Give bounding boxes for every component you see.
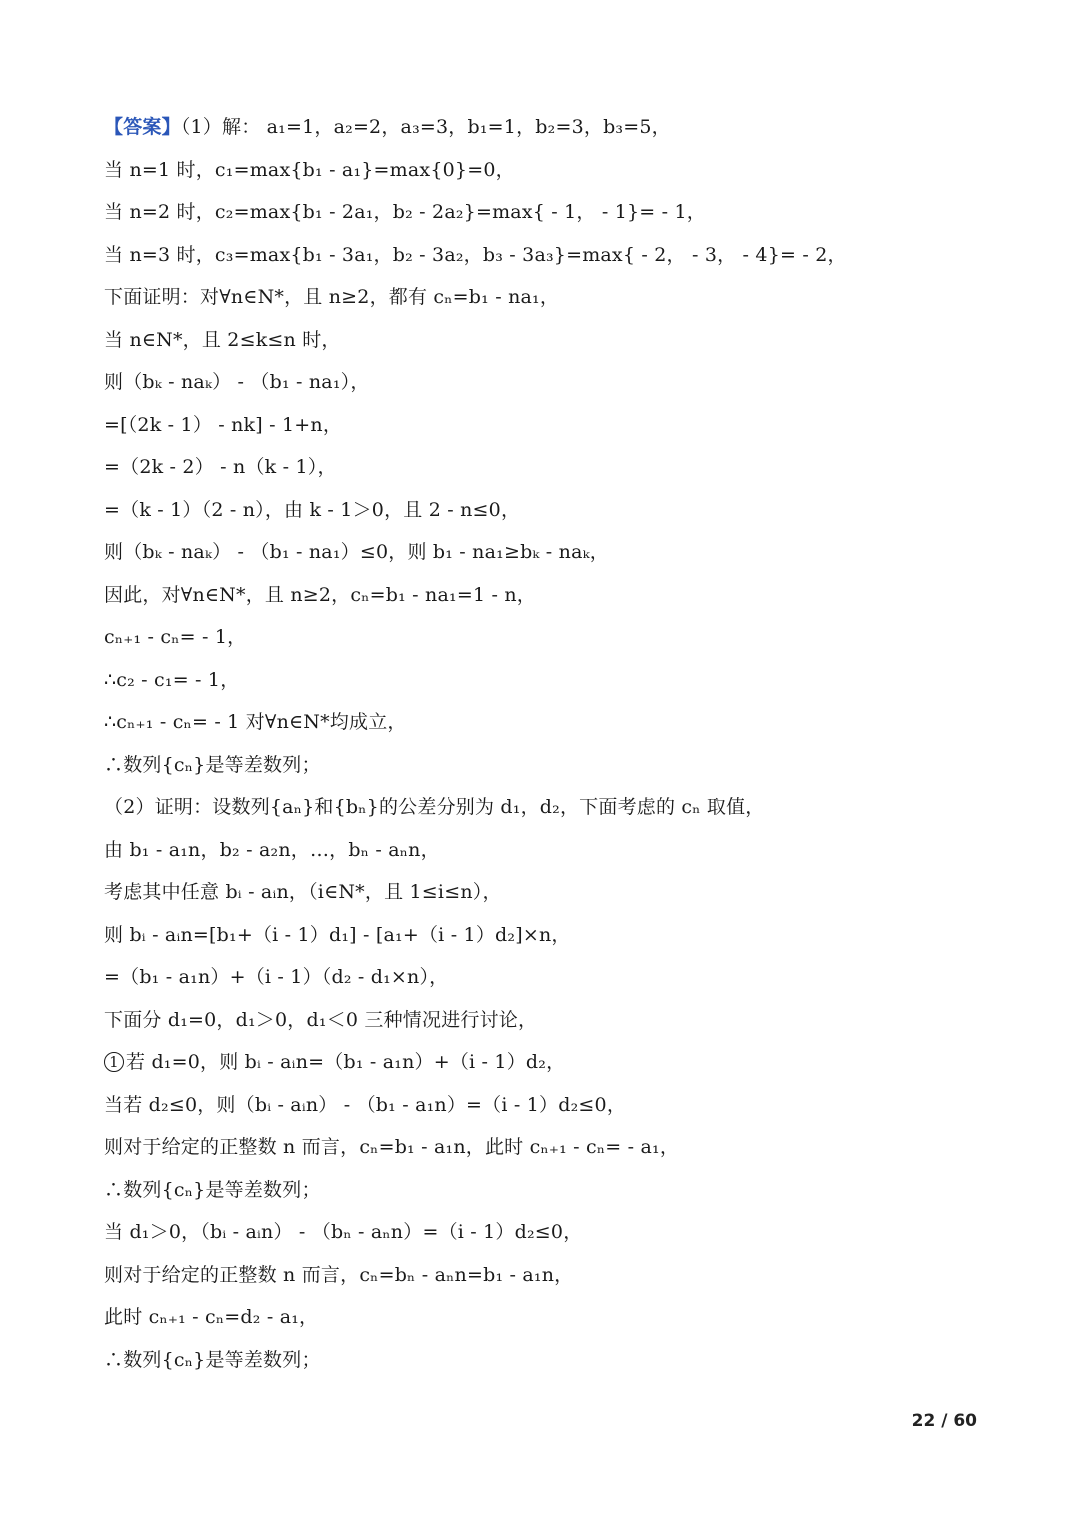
solution-line: 下面分 d₁=0，d₁＞0，d₁＜0 三种情况进行讨论，	[104, 1008, 538, 1031]
solution-line: =（2k - 2） - n（k - 1），	[104, 456, 337, 478]
solution-line: 当 n=1 时，c₁=max{b₁ - a₁}=max{0}=0，	[104, 158, 515, 181]
solution-line: 当 n=3 时，c₃=max{b₁ - 3a₁，b₂ - 3a₂，b₃ - 3a₃}=max{ - 2， - 3， - 4}= - 2，	[104, 243, 847, 266]
solution-line: ∴数列{cₙ}是等差数列；	[104, 1178, 321, 1201]
solution-line: 则 bᵢ - aᵢn=[b₁+（i - 1）d₁] - [a₁+（i - 1）d₂]×n，	[104, 923, 571, 946]
solution-line: 则（bₖ - naₖ） - （b₁ - na₁），	[104, 371, 370, 393]
solution-line: =[（2k - 1） - nk] - 1+n，	[104, 413, 343, 436]
solution-line: 当 n∈N*，且 2≤k≤n 时，	[104, 328, 341, 351]
page-number: 22 / 60	[911, 1411, 977, 1431]
solution-line: 此时 cₙ₊₁ - cₙ=d₂ - a₁，	[104, 1306, 319, 1328]
solution-line: ∴数列{cₙ}是等差数列；	[104, 753, 321, 776]
answer-line-1	[104, 106, 984, 149]
answer-content	[104, 106, 984, 1381]
case-one-line	[104, 1041, 984, 1084]
solution-line: 考虑其中任意 bᵢ - aᵢn，（i∈N*，且 1≤i≤n），	[104, 881, 502, 903]
solution-line: cₙ₊₁ - cₙ= - 1，	[104, 626, 247, 648]
solution-line: =（b₁ - a₁n）+（i - 1）（d₂ - d₁×n），	[104, 966, 449, 988]
solution-line: 因此，对∀n∈N*，且 n≥2，cₙ=b₁ - na₁=1 - n，	[104, 583, 536, 606]
solution-line: ∴c₂ - c₁= - 1，	[104, 668, 240, 691]
solution-line: 当 d₁＞0，（bᵢ - aᵢn） - （bₙ - aₙn）=（i - 1）d₂≤0，	[104, 1221, 583, 1243]
solution-line: 下面证明：对∀n∈N*，且 n≥2，都有 cₙ=b₁ - na₁，	[104, 286, 560, 308]
solution-line: 则对于给定的正整数 n 而言，cₙ=bₙ - aₙn=b₁ - a₁n，	[104, 1263, 574, 1286]
solution-text: （1）解： a₁=1，a₂=2，a₃=3，b₁=1，b₂=3，b₃=5，	[180, 116, 671, 138]
solution-line: 则对于给定的正整数 n 而言，cₙ=b₁ - a₁n，此时 cₙ₊₁ - cₙ= - a₁，	[104, 1136, 680, 1158]
solution-line: 当若 d₂≤0，则（bᵢ - aᵢn） - （b₁ - a₁n）=（i - 1）d₂≤0，	[104, 1093, 627, 1116]
solution-text: 若 d₁=0，则 bᵢ - aᵢn=（b₁ - a₁n）+（i - 1）d₂，	[126, 1051, 566, 1073]
solution-line: ∴cₙ₊₁ - cₙ= - 1 对∀n∈N*均成立，	[104, 711, 407, 733]
solution-line: =（k - 1）（2 - n），由 k - 1＞0，且 2 - n≤0，	[104, 498, 521, 521]
solution-line: 则（bₖ - naₖ） - （b₁ - na₁）≤0，则 b₁ - na₁≥bₖ - naₖ，	[104, 541, 609, 563]
solution-line: 当 n=2 时，c₂=max{b₁ - 2a₁，b₂ - 2a₂}=max{ - 1， - 1}= - 1，	[104, 201, 706, 223]
solution-line: （2）证明：设数列{aₙ}和{bₙ}的公差分别为 d₁，d₂，下面考虑的 cₙ 取值，	[104, 796, 765, 818]
solution-line: 由 b₁ - a₁n，b₂ - a₂n，…，bₙ - aₙn，	[104, 838, 440, 861]
answer-tag: 【答案】	[104, 116, 181, 138]
circled-number: 1	[104, 1052, 124, 1072]
solution-line: ∴数列{cₙ}是等差数列；	[104, 1348, 321, 1371]
